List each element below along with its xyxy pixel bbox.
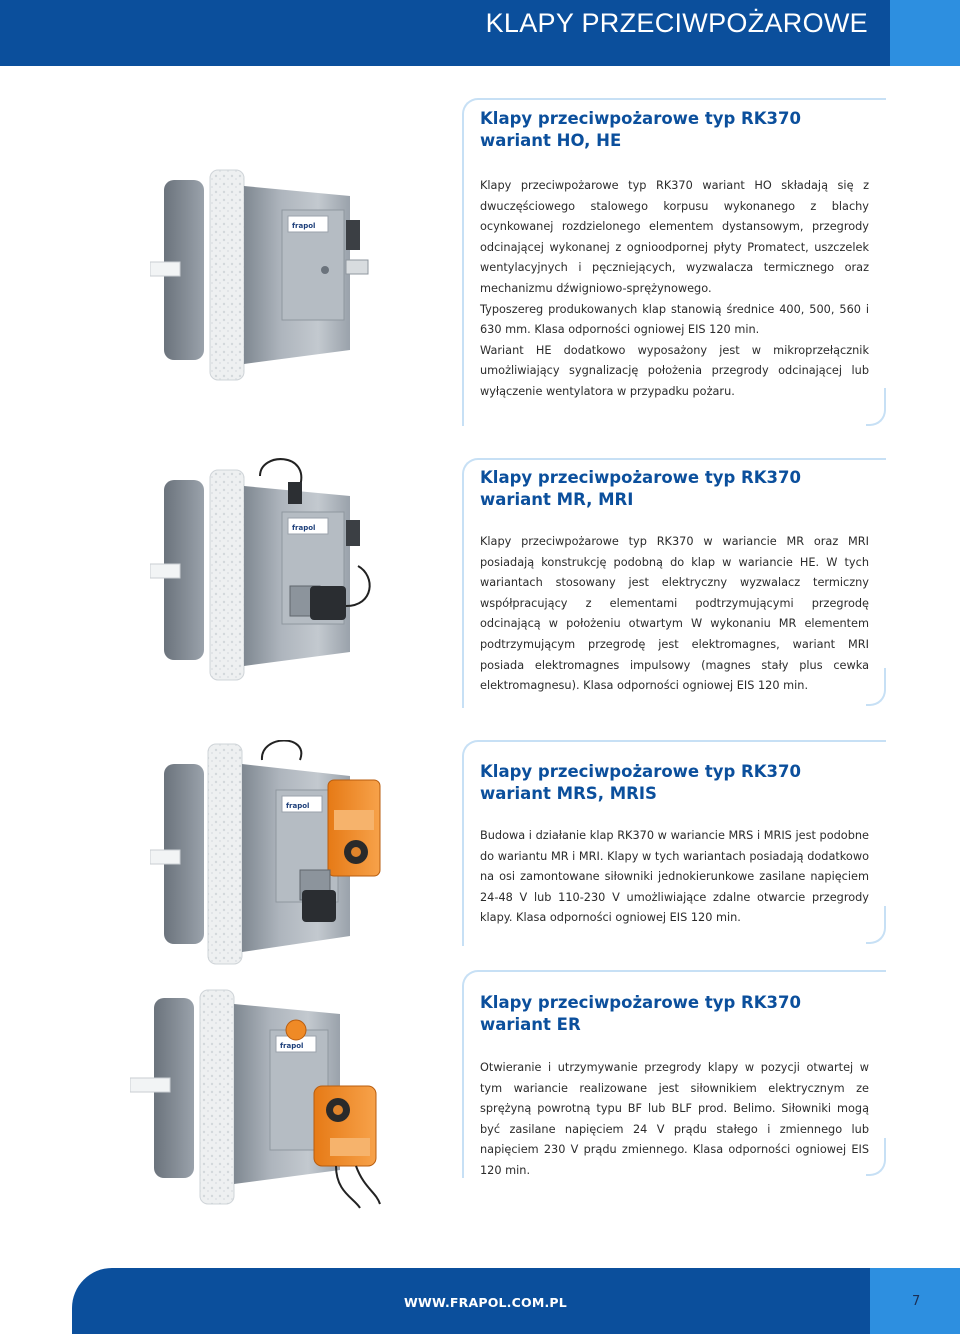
section-body (480, 1058, 869, 1182)
page-number: 7 (912, 1294, 921, 1309)
section-paragraph: Klapy przeciwpożarowe typ RK370 w wariancie MR oraz MRI posiadają konstrukcję podobną do klap w wariancie HE. W tych wariantach stosowany jest elektryczny wyzwalacz termiczny współpracujący z elementami podtrzymującymi przegrodę odcinającą w położeniu otwartym W wykonaniu MR elementem podtrzymującym przegrodę jest elektromagnes, wariant MRI posiada elektromagnes impulsowy (magnes stały plus cewka elektromagnesu). Klasa odporności ogniowej EIS 120 min. (480, 535, 869, 693)
section-title-line2: wariant HO, HE (480, 131, 622, 150)
section-title (480, 108, 880, 152)
header-accent-square (890, 0, 960, 66)
section-paragraph: Otwieranie i utrzymywanie przegrody klapy w pozycji otwartej w tym wariancie realizowane jest siłownikiem elektrycznym ze sprężyną powrotną typu BF lub BLF prod. Belimo. Siłowniki mogą być zasilane napięciem 24 V prądu stałego i zmiennego lub napięciem 230 V prądu zmiennego. Klasa odporności ogniowej EIS 120 min. (480, 1061, 869, 1177)
section-body (480, 826, 869, 929)
section-title-line2: wariant ER (480, 1015, 581, 1034)
brand-label: frapol (292, 524, 316, 532)
damper-image-er (130, 978, 390, 1218)
section-paragraph: Typoszereg produkowanych klap stanowią średnice 400, 500, 560 i 630 mm. Klasa odporności ogniowej EIS 120 min. (480, 302, 869, 337)
footer-website-link[interactable]: WWW.FRAPOL.COM.PL (404, 1295, 567, 1310)
section-body (480, 532, 869, 697)
section-paragraph: Klapy przeciwpożarowe typ RK370 wariant HO składają się z dwuczęściowego stalowego korpusu wykonanego z blachy ocynkowanej rozdzielonego elementem dystansowym, przegrody odcinającej wykonanej z ognioodpornej płyty Promatect, uszczelek wentylacyjnych i pęczniejących, wyzwalacza termicznego oraz mechanizmu dźwigniowo-sprężynowego. (480, 179, 869, 295)
section-title-line1: Klapy przeciwpożarowe typ RK370 (480, 109, 801, 128)
damper-image-mrs-mris (150, 740, 390, 980)
section-title-line2: wariant MRS, MRIS (480, 784, 657, 803)
damper-image-ho-he (150, 150, 390, 390)
section-body (480, 176, 869, 403)
section-title-line2: wariant MR, MRI (480, 490, 634, 509)
page-title: KLAPY PRZECIWPOŻAROWE (485, 8, 868, 38)
section-title (480, 467, 880, 511)
section-title-line1: Klapy przeciwpożarowe typ RK370 (480, 993, 801, 1012)
page-header (0, 0, 960, 66)
page-footer (0, 1268, 960, 1334)
section-paragraph: Budowa i działanie klap RK370 w wariancie MRS i MRIS jest podobne do wariantu MR i MRI. Klapy w tych wariantach posiadają dodatkowo na osi zamontowane siłowniki jednokierunkowe zasilane napięciem 24-48 V lub 110-230 V umożliwiające zdalne otwarcie przegrody klapy. Klasa odporności ogniowej EIS 120 min. (480, 829, 869, 925)
section-title (480, 761, 880, 805)
section-title (480, 992, 880, 1036)
section-paragraph: Wariant HE dodatkowo wyposażony jest w mikroprzełącznik umożliwiający sygnalizację położenia przegrody odcinającej lub wyłączenie wentylatora w przypadku pożaru. (480, 343, 869, 398)
brand-label: frapol (286, 802, 310, 810)
section-title-line1: Klapy przeciwpożarowe typ RK370 (480, 762, 801, 781)
brand-label: frapol (280, 1042, 304, 1050)
section-title-line1: Klapy przeciwpożarowe typ RK370 (480, 468, 801, 487)
brand-label: frapol (292, 222, 316, 230)
damper-image-mr-mri (150, 456, 390, 696)
